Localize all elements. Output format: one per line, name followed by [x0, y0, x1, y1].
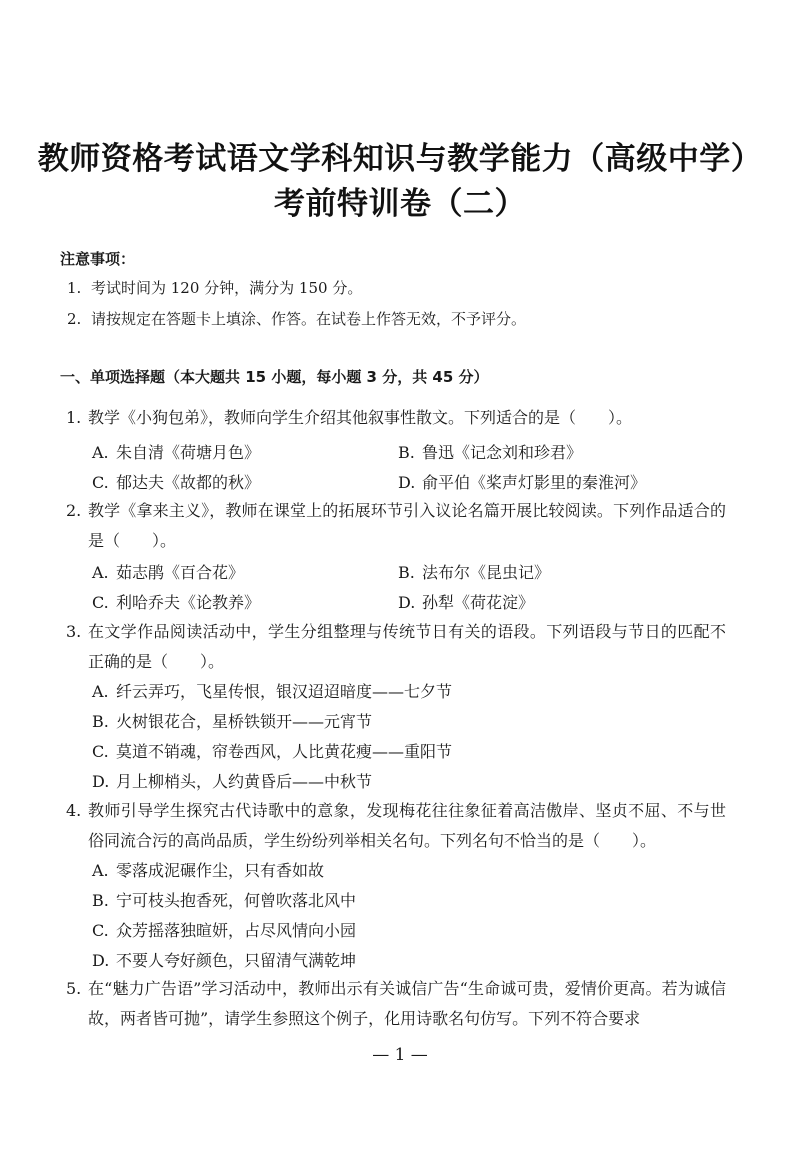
option-text: 零落成泥碾作尘，只有香如故	[116, 861, 325, 880]
option-c	[92, 739, 452, 762]
exam-title: 教师资格考试语文学科知识与教学能力（高级中学）	[37, 141, 763, 177]
option-label: C.	[92, 742, 109, 761]
option-b	[92, 709, 372, 732]
option-label: B.	[398, 563, 415, 582]
question-number: 3.	[66, 622, 82, 641]
notice-item-text: 请按规定在答题卡上填涂、作答。在试卷上作答无效，不予评分。	[91, 310, 527, 328]
notice-item	[67, 308, 526, 329]
option-text: 月上柳梢头，人约黄昏后——中秋节	[116, 772, 373, 791]
option-b	[398, 560, 550, 583]
section-heading: 一、单项选择题（本大题共 15 小题，每小题 3 分，共 45 分）	[60, 368, 489, 386]
option-text: 法布尔《昆虫记》	[422, 563, 551, 582]
option-label: C.	[92, 921, 109, 940]
option-label: D.	[398, 593, 416, 612]
question-stem: 在文学作品阅读活动中，学生分组整理与传统节日有关的语段。下列语段与节日的匹配不正确的是（ ）。	[88, 622, 726, 671]
notice-item-number: 2.	[67, 310, 82, 328]
option-text: 利哈乔夫《论教养》	[116, 593, 261, 612]
option-a	[92, 560, 244, 583]
option-a	[92, 858, 324, 881]
option-label: C.	[92, 473, 109, 492]
option-label: B.	[398, 443, 415, 462]
option-d	[92, 948, 356, 971]
option-b	[92, 888, 356, 911]
question-stem: 教学《小狗包弟》，教师向学生介绍其他叙事性散文。下列适合的是（ ）。	[88, 408, 633, 427]
question-4	[66, 796, 726, 856]
option-text: 莫道不销魂，帘卷西风，人比黄花瘦——重阳节	[116, 742, 453, 761]
question-stem: 在“魅力广告语”学习活动中，教师出示有关诚信广告“生命诚可贵，爱情价更高。若为诚信故，两者皆可抛”，请学生参照这个例子，化用诗歌名句仿写。下列不符合要求	[88, 979, 726, 1028]
option-a	[92, 440, 260, 463]
option-label: A.	[92, 682, 109, 701]
option-text: 鲁迅《记念刘和珍君》	[422, 443, 583, 462]
question-1	[66, 403, 726, 433]
question-3	[66, 617, 726, 677]
option-label: A.	[92, 563, 109, 582]
option-c	[92, 590, 260, 613]
option-text: 俞平伯《桨声灯影里的秦淮河》	[422, 473, 647, 492]
option-label: D.	[92, 951, 110, 970]
option-text: 不要人夸好颜色，只留清气满乾坤	[116, 951, 357, 970]
question-number: 4.	[66, 801, 82, 820]
notice-heading: 注意事项：	[60, 250, 136, 268]
page-number: — 1 —	[372, 1045, 428, 1065]
question-5	[66, 974, 726, 1034]
option-d	[398, 590, 534, 613]
notice-item	[67, 277, 362, 298]
option-text: 纤云弄巧，飞星传恨，银汉迢迢暗度——七夕节	[116, 682, 453, 701]
option-d	[398, 470, 646, 493]
option-label: A.	[92, 861, 109, 880]
option-text: 孙犁《荷花淀》	[422, 593, 535, 612]
option-text: 茹志鹃《百合花》	[116, 563, 245, 582]
option-text: 郁达夫《故都的秋》	[116, 473, 261, 492]
option-c	[92, 918, 356, 941]
notice-item-text: 考试时间为 120 分钟，满分为 150 分。	[91, 279, 363, 297]
option-text: 众芳摇落独暄妍，占尽风情向小园	[116, 921, 357, 940]
question-number: 2.	[66, 501, 82, 520]
exam-subtitle: 考前特训卷（二）	[274, 186, 526, 222]
option-label: D.	[92, 772, 110, 791]
option-label: B.	[92, 712, 109, 731]
option-b	[398, 440, 582, 463]
option-label: B.	[92, 891, 109, 910]
question-number: 1.	[66, 408, 82, 427]
question-number: 5.	[66, 979, 82, 998]
option-a	[92, 679, 452, 702]
option-text: 宁可枝头抱香死，何曾吹落北风中	[116, 891, 357, 910]
option-label: A.	[92, 443, 109, 462]
option-label: C.	[92, 593, 109, 612]
question-2	[66, 496, 726, 556]
option-c	[92, 470, 260, 493]
question-stem: 教学《拿来主义》，教师在课堂上的拓展环节引入议论名篇开展比较阅读。下列作品适合的是（ ）。	[88, 501, 726, 550]
option-d	[92, 769, 372, 792]
question-stem: 教师引导学生探究古代诗歌中的意象，发现梅花往往象征着高洁傲岸、坚贞不屈、不与世俗同流合污的高尚品质，学生纷纷列举相关名句。下列名句不恰当的是（ ）。	[88, 801, 726, 850]
option-text: 火树银花合，星桥铁锁开——元宵节	[116, 712, 373, 731]
notice-item-number: 1.	[67, 279, 82, 297]
option-label: D.	[398, 473, 416, 492]
option-text: 朱自清《荷塘月色》	[116, 443, 261, 462]
